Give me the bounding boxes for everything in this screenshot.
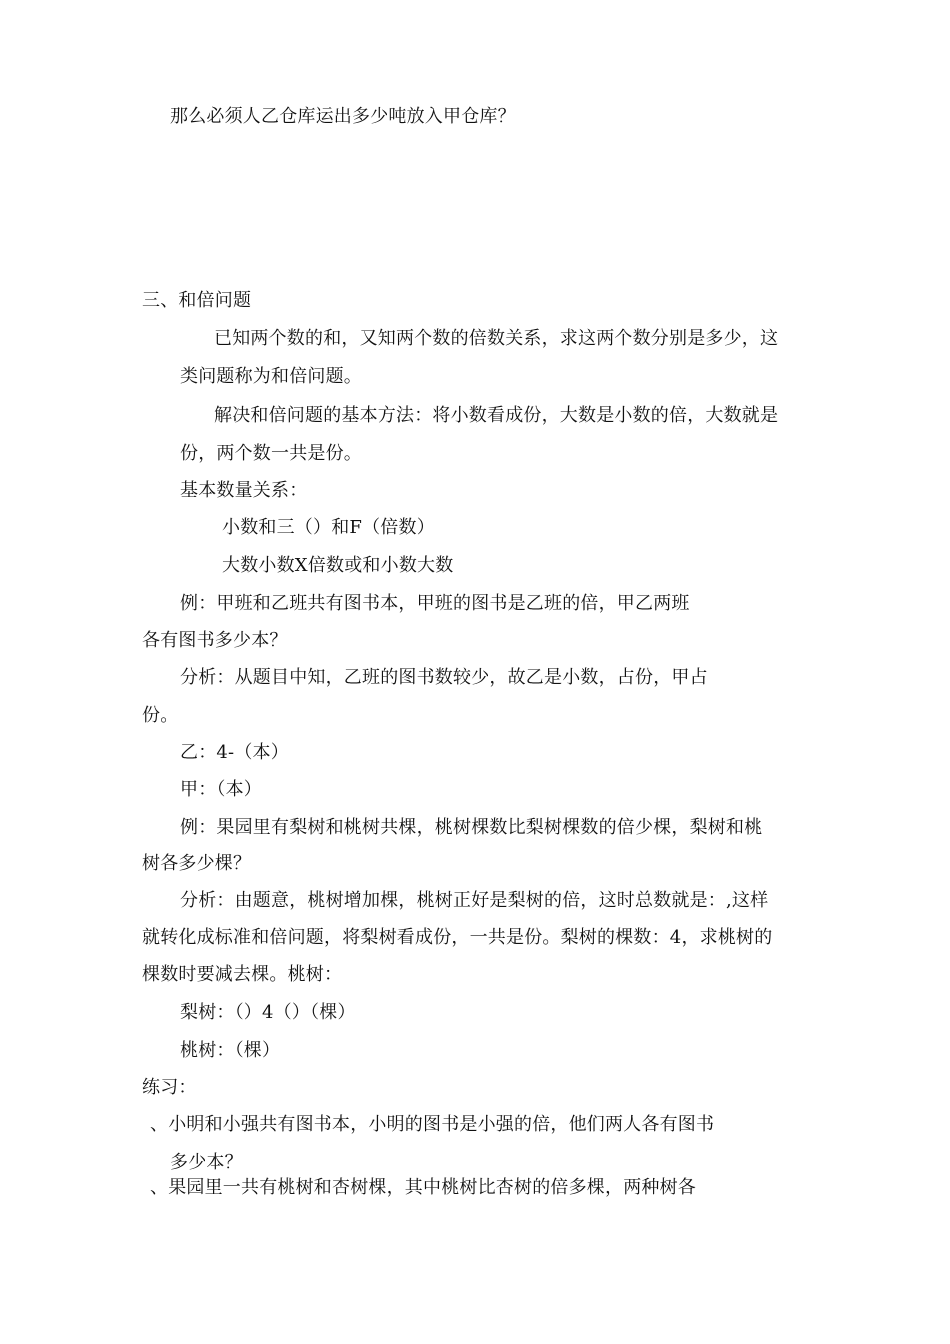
- exercise-heading: 练习：: [142, 1077, 197, 1098]
- section-heading: 三、和倍问题: [142, 290, 252, 311]
- formula-line: 乙：4-（本）: [180, 742, 289, 763]
- text-line: 基本数量关系：: [180, 480, 308, 501]
- text-line: 类问题称为和倍问题。: [180, 366, 362, 387]
- text-line: 分析：由题意，桃树增加棵，桃树正好是梨树的倍，这时总数就是：,这样: [180, 890, 769, 911]
- text-line: 各有图书多少本？: [142, 630, 288, 651]
- text-line: 例：甲班和乙班共有图书本，甲班的图书是乙班的倍，甲乙两班: [180, 593, 690, 614]
- formula-line: 桃树：（棵）: [180, 1040, 281, 1061]
- text-line: 那么必须人乙仓库运出多少吨放入甲仓库？: [170, 106, 516, 127]
- formula-line: 梨树：（）4（）（棵）: [180, 1002, 356, 1023]
- text-line: 份。: [142, 705, 179, 726]
- formula-line: 大数小数X倍数或和小数大数: [222, 555, 454, 576]
- formula-line: 小数和三（）和F（倍数）: [222, 517, 435, 538]
- text-line: 分析：从题目中知，乙班的图书数较少，故乙是小数，占份，甲占: [180, 667, 708, 688]
- text-line: 解决和倍问题的基本方法：将小数看成份，大数是小数的倍，大数就是: [214, 405, 779, 426]
- formula-line: 甲：（本）: [180, 779, 262, 800]
- exercise-item: 、小明和小强共有图书本，小明的图书是小强的倍，他们两人各有图书: [150, 1114, 715, 1135]
- exercise-item: 、果园里一共有桃树和杏树棵，其中桃树比杏树的倍多棵，两种树各: [150, 1177, 696, 1198]
- text-line: 棵数时要减去棵。桃树：: [142, 964, 343, 985]
- text-line: 已知两个数的和，又知两个数的倍数关系，求这两个数分别是多少，这: [214, 328, 779, 349]
- text-line: 就转化成标准和倍问题，将梨树看成份，一共是份。梨树的棵数：4，求桃树的: [142, 927, 773, 948]
- text-line: 树各多少棵？: [142, 853, 252, 874]
- text-line: 例：果园里有梨树和桃树共棵，桃树棵数比梨树棵数的倍少棵，梨树和桃: [180, 817, 763, 838]
- exercise-item-continued: 多少本？: [170, 1152, 243, 1173]
- text-line: 份，两个数一共是份。: [180, 443, 362, 464]
